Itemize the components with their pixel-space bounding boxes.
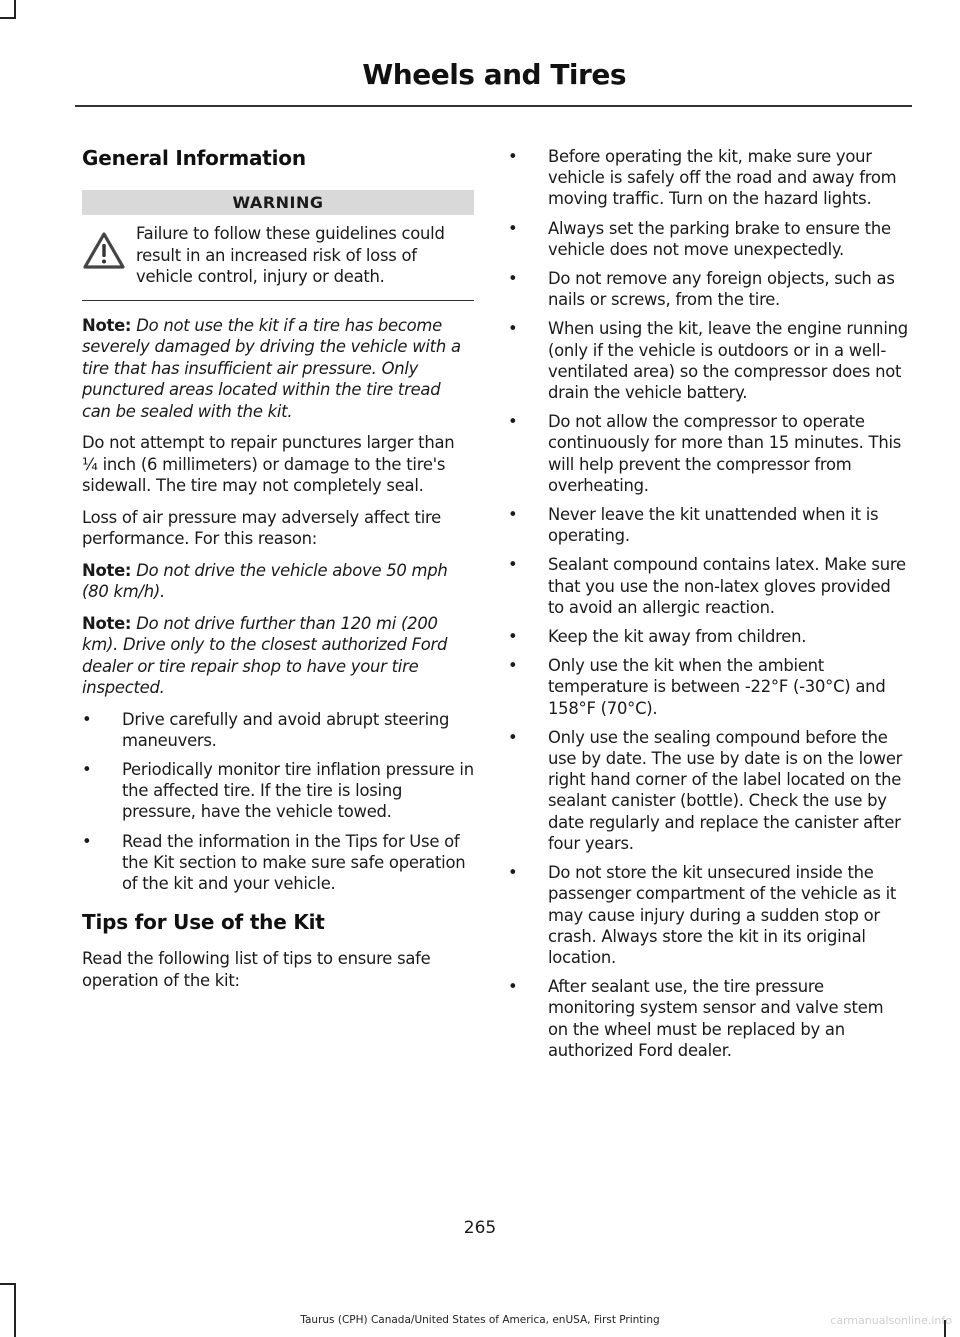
- paragraph-puncture-size: Do not attempt to repair punctures larger than ¼ inch (6 millimeters) or damage to the tire's sidewall. The tire may not completely seal.: [82, 433, 455, 495]
- left-bullet-list: [82, 709, 474, 895]
- list-item-text: Keep the kit away from children.: [548, 627, 807, 647]
- note-text: Do not drive the vehicle above 50 mph (80 km/h).: [82, 560, 448, 601]
- list-item: [508, 218, 908, 260]
- warning-text: Failure to follow these guidelines could result in an increased risk of loss of vehicle control, injury or death.: [136, 224, 445, 286]
- list-item-text: Sealant compound contains latex. Make sure that you use the non-latex gloves provided to avoid an allergic reaction.: [548, 555, 906, 617]
- list-item: [508, 626, 908, 647]
- note-label: Note:: [82, 315, 132, 335]
- bullet-icon: •: [508, 656, 518, 676]
- warning-box: [82, 190, 474, 301]
- note-speed-limit: [82, 560, 474, 603]
- list-item-text: Do not store the kit unsecured inside the passenger compartment of the vehicle as it may cause injury during a sudden stop or crash. Always store the kit in its original location.: [548, 863, 897, 967]
- bullet-icon: •: [508, 147, 518, 166]
- section-heading-general-information: General Information: [82, 146, 306, 170]
- crop-mark-bottom-left-h: [0, 1283, 16, 1285]
- right-column: [508, 146, 908, 1069]
- bullet-icon: •: [508, 627, 518, 647]
- header-divider: [75, 105, 912, 107]
- note-text: Do not use the kit if a tire has become severely damaged by driving the vehicle with a tire that has insufficient air pressure. Only punctured areas located within the tire tread can be sealed with the kit.: [82, 315, 461, 421]
- list-item: [508, 862, 908, 968]
- warning-body: [82, 223, 474, 288]
- list-item-text: Only use the kit when the ambient temperature is between -22°F (-30°C) and 158°F (70°C).: [548, 656, 886, 718]
- list-item: [508, 318, 908, 403]
- paragraph-tips-intro: Read the following list of tips to ensure safe operation of the kit:: [82, 949, 431, 990]
- note-kit-usage: [82, 315, 474, 423]
- paragraph-air-pressure: Loss of air pressure may adversely affect tire performance. For this reason:: [82, 507, 441, 548]
- list-item: [82, 709, 474, 751]
- warning-triangle-icon: [82, 231, 126, 271]
- list-item-text: Periodically monitor tire inflation pressure in the affected tire. If the tire is losing pressure, have the vehicle towed.: [122, 759, 474, 822]
- note-distance-limit: [82, 613, 474, 699]
- list-item: [82, 759, 474, 823]
- note-label: Note:: [82, 560, 132, 580]
- list-item-text: Only use the sealing compound before the use by date. The use by date is on the lower right hand corner of the label located on the sealant canister (bottle). Check the use by date regularly and replace the canister after four years.: [548, 727, 903, 853]
- list-item-text: After sealant use, the tire pressure monitoring system sensor and valve stem on the wheel must be replaced by an authorized Ford dealer.: [548, 977, 884, 1060]
- note-text: Do not drive further than 120 mi (200 km). Drive only to the closest authorized Ford dealer or tire repair shop to have your tire inspected.: [82, 613, 448, 697]
- bullet-icon: •: [508, 727, 518, 747]
- warning-label: WARNING: [82, 190, 474, 215]
- list-item: [508, 268, 908, 310]
- left-column: [82, 146, 474, 1001]
- bullet-icon: •: [82, 831, 92, 851]
- list-item-text: Drive carefully and avoid abrupt steering maneuvers.: [122, 709, 450, 750]
- right-bullet-list: [508, 146, 908, 1061]
- crop-mark-bottom-left: [14, 1283, 16, 1337]
- bullet-icon: •: [82, 759, 92, 779]
- list-item-text: Never leave the kit unattended when it is operating.: [548, 505, 879, 546]
- bullet-icon: •: [508, 863, 518, 883]
- list-item-text: Do not allow the compressor to operate continuously for more than 15 minutes. This will help prevent the compressor from overheating.: [548, 412, 902, 495]
- list-item-text: When using the kit, leave the engine running (only if the vehicle is outdoors or in a well-ventilated area) so the compressor does not drain the vehicle battery.: [548, 319, 908, 403]
- list-item: [82, 831, 474, 895]
- page-number: 265: [463, 1218, 497, 1238]
- bullet-icon: •: [508, 412, 518, 432]
- crop-mark-top-left: [14, 0, 16, 18]
- bullet-icon: •: [508, 218, 518, 238]
- footer-text: Taurus (CPH) Canada/United States of America, enUSA, First Printing: [300, 1314, 660, 1326]
- bullet-icon: •: [508, 269, 518, 289]
- crop-mark-top-left-h: [0, 17, 16, 19]
- bullet-icon: •: [508, 319, 518, 339]
- list-item-text: Before operating the kit, make sure your vehicle is safely off the road and away from moving traffic. Turn on the hazard lights.: [548, 147, 897, 209]
- watermark: carmanualsonline.info: [830, 1314, 952, 1327]
- bullet-icon: •: [508, 505, 518, 525]
- list-item: [508, 976, 908, 1061]
- list-item: [508, 554, 908, 618]
- list-item: [508, 727, 908, 854]
- page-title: Wheels and Tires: [362, 58, 626, 91]
- list-item-text: Do not remove any foreign objects, such as nails or screws, from the tire.: [548, 269, 895, 310]
- bullet-icon: •: [508, 977, 518, 997]
- note-label: Note:: [82, 613, 132, 633]
- list-item-text: Always set the parking brake to ensure the vehicle does not move unexpectedly.: [548, 218, 891, 259]
- bullet-icon: •: [508, 555, 518, 575]
- list-item: [508, 655, 908, 719]
- list-item: [508, 411, 908, 496]
- section-heading-tips: Tips for Use of the Kit: [82, 910, 325, 935]
- list-item-text: Read the information in the Tips for Use of the Kit section to make sure safe operation of the kit and your vehicle.: [122, 831, 466, 893]
- list-item: [508, 146, 908, 210]
- bullet-icon: •: [82, 709, 92, 729]
- list-item: [508, 504, 908, 546]
